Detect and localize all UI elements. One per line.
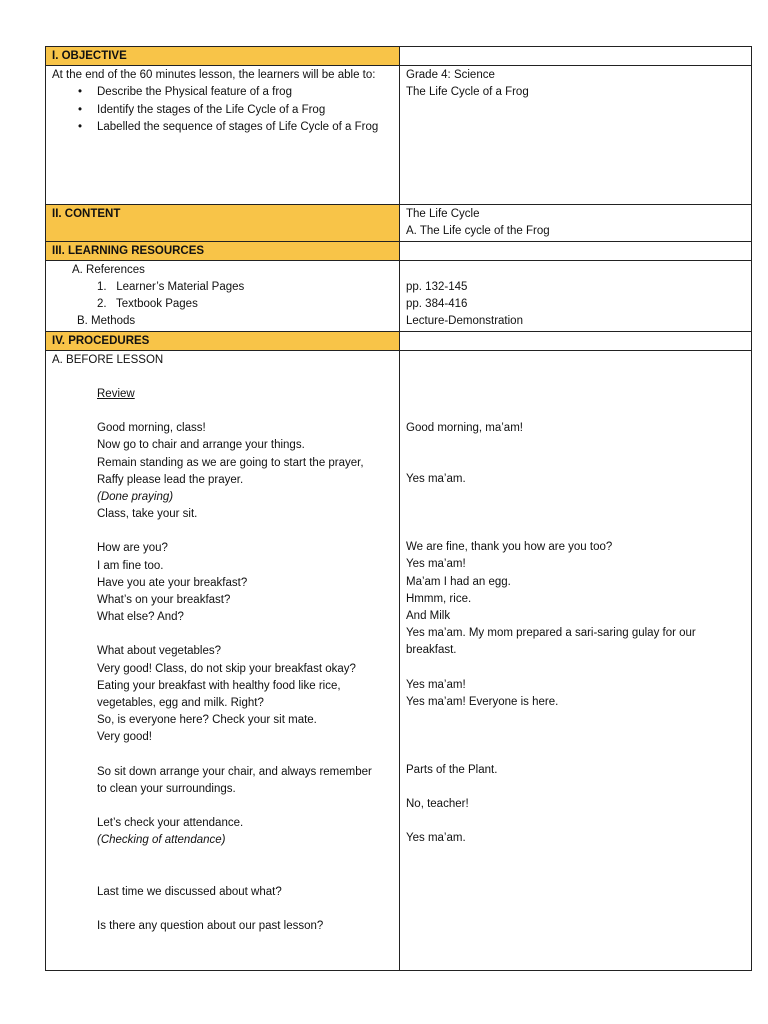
content-row [46,205,752,241]
student-line: Ma’am I had an egg. [406,575,511,588]
resources-cell [46,260,400,331]
topic-label: The Life Cycle of a Frog [406,86,529,99]
objective-bullet-3: • Labelled the sequence of stages of Life Cycle of a Frog [52,119,393,136]
objective-row [46,66,752,205]
resources-header-row [46,241,752,260]
student-line: And Milk [406,610,451,623]
teacher-line: What’s on your breakfast? [97,594,231,607]
references-label: A. References [72,263,145,276]
content-line-2: A. The Life cycle of the Frog [406,225,550,238]
resources-values-cell [400,260,752,331]
content-header: II. CONTENT [46,205,400,241]
student-line: Yes ma’am. [406,473,466,486]
teacher-line: vegetables, egg and milk. Right? [97,697,264,710]
review-heading: Review [97,388,135,401]
teacher-line: to clean your surroundings. [97,782,236,795]
student-line: Hmmm, rice. [406,592,472,605]
tb-pages: pp. 384-416 [406,298,468,311]
tb-number: 2. [97,298,107,311]
grade-label: Grade 4: Science [406,69,495,82]
objective-subject-cell [400,66,752,205]
teacher-line: Now go to chair and arrange your things. [97,439,305,452]
resources-header-blank [400,241,752,260]
student-line: Good morning, ma’am! [406,421,523,434]
teacher-line: Remain standing as we are going to start the prayer, [97,456,364,469]
student-line: breakfast. [406,644,457,657]
teacher-line: Class, take your sit. [97,508,198,521]
objective-cell [46,66,400,205]
teacher-line: Raffy please lead the prayer. [97,473,244,486]
resources-row [46,260,752,331]
objective-header-blank [400,47,752,66]
procedures-header-blank [400,331,752,350]
teacher-line: What about vegetables? [97,645,222,658]
student-line: Yes ma’am! [406,678,466,691]
student-line: Yes ma’am! [406,558,466,571]
lm-pages: pp. 132-145 [406,280,468,293]
student-line: We are fine, thank you how are you too? [406,541,613,554]
objective-bullet-1: • Describe the Physical feature of a frog [52,84,393,101]
student-cell [400,350,752,970]
lm-label: Learner’s Material Pages [116,281,245,294]
student-line: Parts of the Plant. [406,764,498,777]
tb-label: Textbook Pages [116,298,198,311]
teacher-line: I am fine too. [97,559,164,572]
objective-bullet-2: • Identify the stages of the Life Cycle of a Frog [52,102,393,119]
teacher-cell [46,350,400,970]
teacher-line: So, is everyone here? Check your sit mate. [97,714,317,727]
teacher-line: Is there any question about our past lesson? [97,919,324,932]
tb-row [52,296,393,313]
teacher-line: Eating your breakfast with healthy food like rice, [97,679,341,692]
student-line: Yes ma’am. [406,832,466,845]
objective-header: I. OBJECTIVE [46,47,400,66]
teacher-line: What else? And? [97,611,184,624]
procedures-header-row [46,331,752,350]
student-line: No, teacher! [406,798,469,811]
resources-header: III. LEARNING RESOURCES [46,241,400,260]
lesson-plan-table [45,46,752,971]
teacher-line: Have you ate your breakfast? [97,576,248,589]
method-value: Lecture-Demonstration [406,315,523,328]
content-line-1: The Life Cycle [406,208,480,221]
teacher-line: Very good! [97,731,152,744]
teacher-line: (Done praying) [97,491,174,504]
teacher-line: Good morning, class! [97,422,206,435]
objective-intro: At the end of the 60 minutes lesson, the learners will be able to: [52,69,376,82]
methods-label: B. Methods [77,315,136,328]
teacher-line: How are you? [97,542,168,555]
objective-header-row [46,47,752,66]
teacher-line: Let’s check your attendance. [97,817,244,830]
procedures-row [46,350,752,970]
lm-number: 1. [97,281,107,294]
lm-row [52,279,393,296]
teacher-line: Very good! Class, do not skip your breakfast okay? [97,662,356,675]
teacher-line: So sit down arrange your chair, and always remember [97,765,372,778]
student-line: Yes ma’am! Everyone is here. [406,695,559,708]
procedures-header: IV. PROCEDURES [46,331,400,350]
student-line: Yes ma’am. My mom prepared a sari-saring gulay for our [406,627,696,640]
before-lesson-label: A. BEFORE LESSON [52,353,164,366]
content-cell [400,205,752,241]
teacher-line: (Checking of attendance) [97,834,226,847]
teacher-line: Last time we discussed about what? [97,885,282,898]
